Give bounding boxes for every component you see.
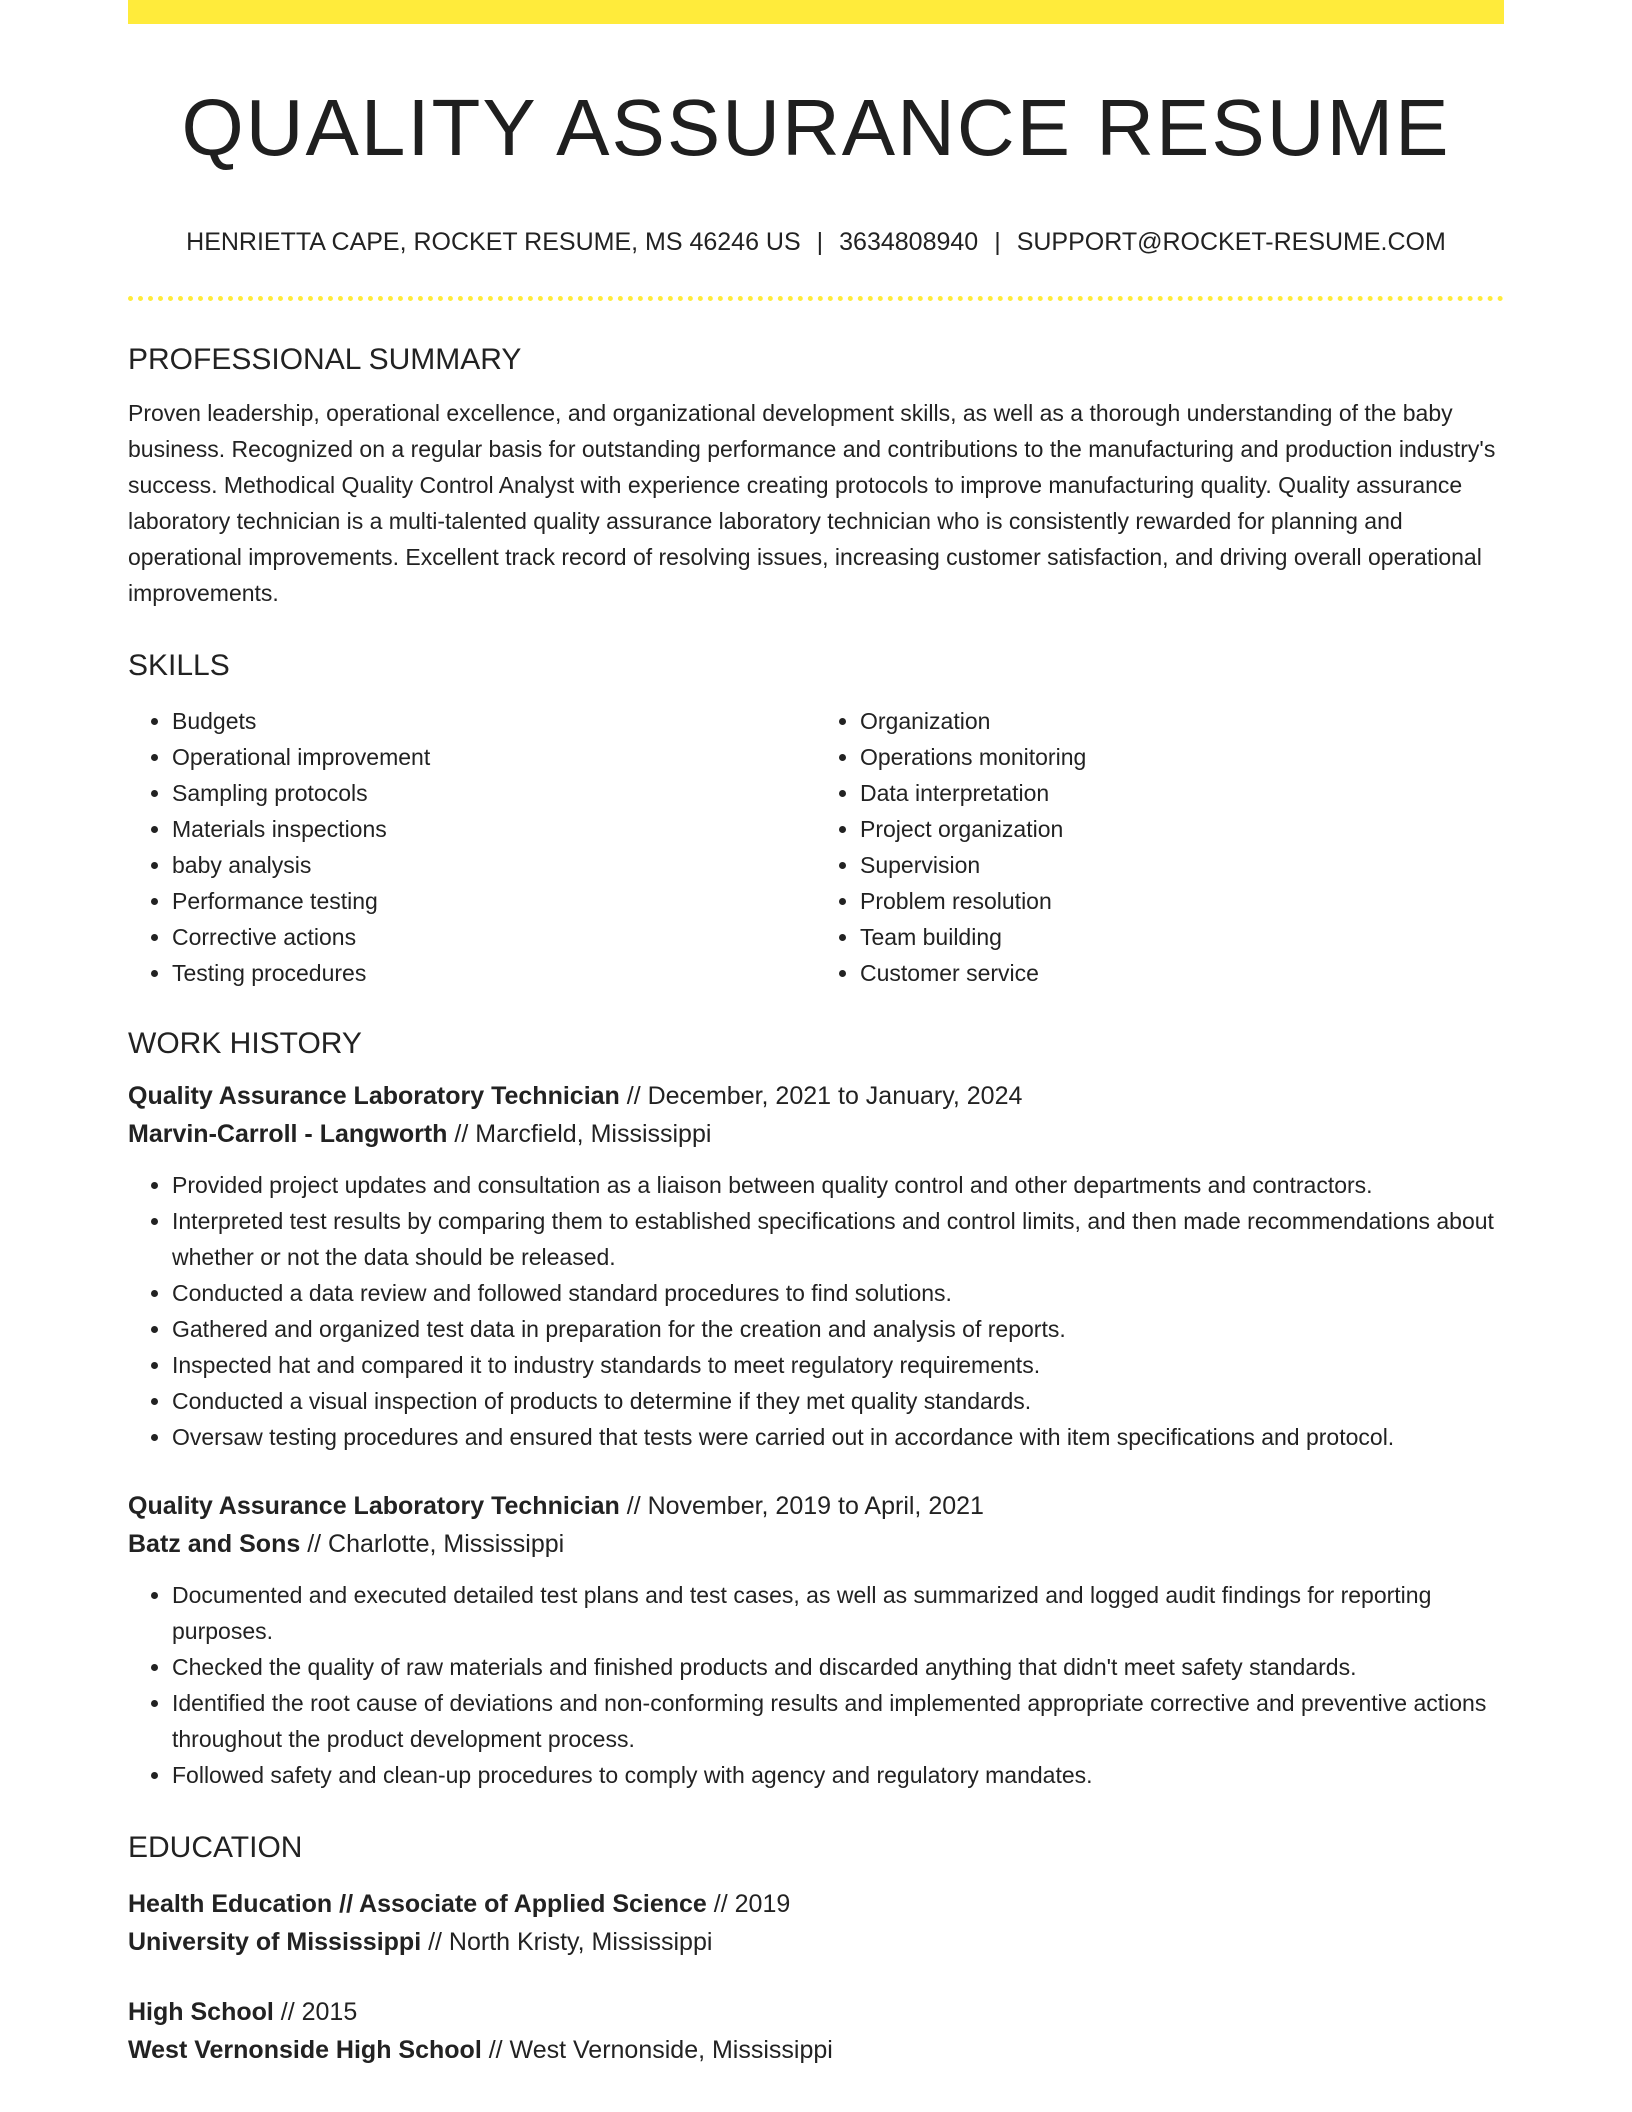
job-company-line — [128, 1115, 1504, 1153]
job-company-line — [128, 1525, 1504, 1563]
job-bullet: • Interpreted test results by comparing them to established specifications and control limits, and then made recommendations about whether or not the data should be released. — [172, 1203, 1504, 1275]
skill-item: • Budgets — [172, 703, 816, 739]
education-degree-line — [128, 1885, 1504, 1923]
skill-item: • Supervision — [860, 847, 1504, 883]
job-bullet: • Oversaw testing procedures and ensured that tests were carried out in accordance with item specifications and protocol. — [172, 1419, 1504, 1455]
resume-page — [128, 0, 1504, 2069]
skills-column-left — [128, 703, 816, 991]
skill-item: • Sampling protocols — [172, 775, 816, 811]
job-bullet: • Followed safety and clean-up procedures to comply with agency and regulatory mandates. — [172, 1757, 1504, 1793]
work-history-heading: WORK HISTORY — [128, 1027, 362, 1060]
job-title: Quality Assurance Laboratory Technician — [128, 1082, 620, 1110]
skills-list — [128, 703, 1504, 991]
dotted-divider — [128, 296, 1504, 301]
summary-heading: PROFESSIONAL SUMMARY — [128, 343, 522, 376]
job-company: Batz and Sons — [128, 1530, 301, 1558]
skill-item: • Materials inspections — [172, 811, 816, 847]
job-bullet: • Identified the root cause of deviations and non-conforming results and implemented appropriate corrective and preventive actions throughout the product development process. — [172, 1685, 1504, 1757]
job-bullet: • Inspected hat and compared it to industry standards to meet regulatory requirements. — [172, 1347, 1504, 1383]
job-title-line — [128, 1077, 1504, 1115]
skill-item: • Corrective actions — [172, 919, 816, 955]
education-year: // 2015 — [280, 1998, 358, 2026]
job-bullet: • Checked the quality of raw materials and finished products and discarded anything that didn't meet safety standards. — [172, 1649, 1504, 1685]
skill-item: • Project organization — [860, 811, 1504, 847]
skill-item: • Customer service — [860, 955, 1504, 991]
summary-text: Proven leadership, operational excellence, and organizational development skills, as well as a thorough understanding of the baby business. Recognized on a regular basis for outstanding performance and contributions to the manufacturing and production industry's success. Methodical Quality Control Analyst with experience creating protocols to improve manufacturing quality. Quality assurance laboratory technician is a multi-talented quality assurance laboratory technician who is consistently rewarded for planning and operational improvements. Excellent track record of resolving issues, increasing customer satisfaction, and driving overall operational improvements. — [128, 400, 1496, 606]
accent-top-bar — [128, 0, 1504, 24]
education-entry — [128, 1993, 1504, 2069]
job-company: Marvin-Carroll - Langworth — [128, 1120, 448, 1148]
job-bullet: • Conducted a data review and followed standard procedures to find solutions. — [172, 1275, 1504, 1311]
education-degree-line — [128, 1993, 1504, 2031]
education-school: University of Mississippi — [128, 1928, 422, 1956]
education-heading: EDUCATION — [128, 1831, 303, 1864]
education-school: West Vernonside High School — [128, 2036, 482, 2064]
skill-item: • Performance testing — [172, 883, 816, 919]
job-bullet: • Documented and executed detailed test plans and test cases, as well as summarized and logged audit findings for reporting purposes. — [172, 1577, 1504, 1649]
education-entry — [128, 1885, 1504, 1961]
skill-item: • Team building — [860, 919, 1504, 955]
job-bullets — [128, 1577, 1504, 1793]
job-entry — [128, 1487, 1504, 1793]
skill-item: • Organization — [860, 703, 1504, 739]
job-bullet: • Conducted a visual inspection of products to determine if they met quality standards. — [172, 1383, 1504, 1419]
job-dates: // November, 2019 to April, 2021 — [626, 1492, 984, 1520]
skill-item: • Operations monitoring — [860, 739, 1504, 775]
education-location: // West Vernonside, Mississippi — [488, 2036, 833, 2064]
education-school-line — [128, 2031, 1504, 2069]
education-degree: High School — [128, 1998, 274, 2026]
contact-line — [128, 230, 1504, 255]
education-degree: Health Education // Associate of Applied Science — [128, 1890, 707, 1918]
contact-phone: 3634808940 — [839, 228, 979, 256]
job-dates: // December, 2021 to January, 2024 — [626, 1082, 1023, 1110]
job-title-line — [128, 1487, 1504, 1525]
skill-item: • Data interpretation — [860, 775, 1504, 811]
skill-item: • Operational improvement — [172, 739, 816, 775]
job-location: // Marcfield, Mississippi — [454, 1120, 712, 1148]
job-bullet: • Provided project updates and consultation as a liaison between quality control and other departments and contractors. — [172, 1167, 1504, 1203]
resume-title: QUALITY ASSURANCE RESUME — [181, 83, 1451, 172]
job-title: Quality Assurance Laboratory Technician — [128, 1492, 620, 1520]
skill-item: • Problem resolution — [860, 883, 1504, 919]
skills-column-right — [816, 703, 1504, 991]
education-school-line — [128, 1923, 1504, 1961]
job-bullet: • Gathered and organized test data in preparation for the creation and analysis of reports. — [172, 1311, 1504, 1347]
job-bullets — [128, 1167, 1504, 1455]
skill-item: • Testing procedures — [172, 955, 816, 991]
contact-separator: | — [816, 228, 824, 256]
contact-address: HENRIETTA CAPE, ROCKET RESUME, MS 46246 US — [186, 228, 801, 256]
contact-separator: | — [994, 228, 1001, 256]
education-year: // 2019 — [713, 1890, 791, 1918]
skill-item: • baby analysis — [172, 847, 816, 883]
contact-email: SUPPORT@ROCKET-RESUME.COM — [1016, 228, 1446, 256]
skills-heading: SKILLS — [128, 649, 230, 682]
job-entry — [128, 1077, 1504, 1455]
job-location: // Charlotte, Mississippi — [307, 1530, 565, 1558]
education-location: // North Kristy, Mississippi — [428, 1928, 713, 1956]
